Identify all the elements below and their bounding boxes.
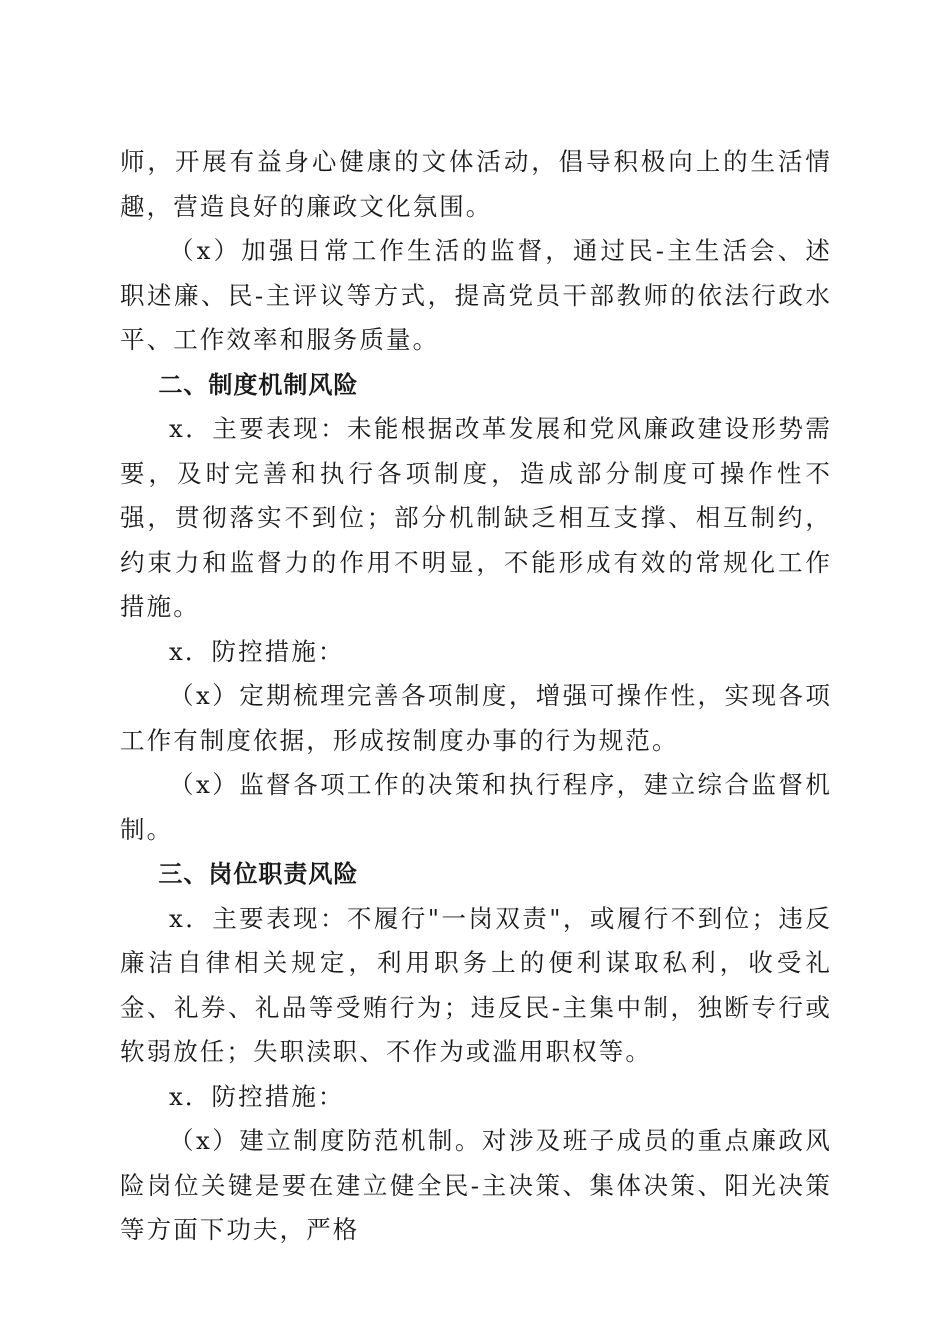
paragraph-control-measures-label: x．防控措施：	[169, 636, 345, 666]
document-body	[120, 140, 832, 1253]
section-heading-position-risk: 三、岗位职责风险	[158, 860, 359, 888]
paragraph-measure-prevention: （x）建立制度防范机制。对涉及班子成员的重点廉政风险岗位关键是要在建立健全民-主决策、集体决策、阳光决策等方面下功夫，严格	[120, 1126, 832, 1244]
paragraph-main-manifestation: x．主要表现：未能根据改革发展和党风廉政建设形势需要，及时完善和执行各项制度，造成部分制度可操作性不强，贯彻落实不到位；部分机制缺乏相互支撑、相互制约，约束力和监督力的作用不明显，不能形成有效的常规化工作措施。	[120, 414, 832, 621]
paragraph-supervision: （x）加强日常工作生活的监督，通过民-主生活会、述职述廉、民-主评议等方式，提高党员干部教师的依法行政水平、工作效率和服务质量。	[120, 236, 832, 354]
section-heading-institutional-risk: 二、制度机制风险	[158, 370, 359, 399]
paragraph-continuation: 师，开展有益身心健康的文体活动，倡导积极向上的生活情趣，营造良好的廉政文化氛围。	[120, 147, 832, 221]
paragraph-position-manifestation: x．主要表现：不履行"一岗双责"，或履行不到位；违反廉洁自律相关规定，利用职务上的便利谋取私利，收受礼金、礼券、礼品等受贿行为；违反民-主集中制，独断专行或软弱放任；失职渎职、不作为或滥用职权等。	[120, 903, 832, 1066]
paragraph-measure-review: （x）定期梳理完善各项制度，增强可操作性，实现各项工作有制度依据，形成按制度办事的行为规范。	[120, 681, 832, 755]
paragraph-measure-supervise: （x）监督各项工作的决策和执行程序，建立综合监督机制。	[120, 770, 832, 844]
paragraph-position-measures-label: x．防控措施：	[169, 1081, 345, 1111]
